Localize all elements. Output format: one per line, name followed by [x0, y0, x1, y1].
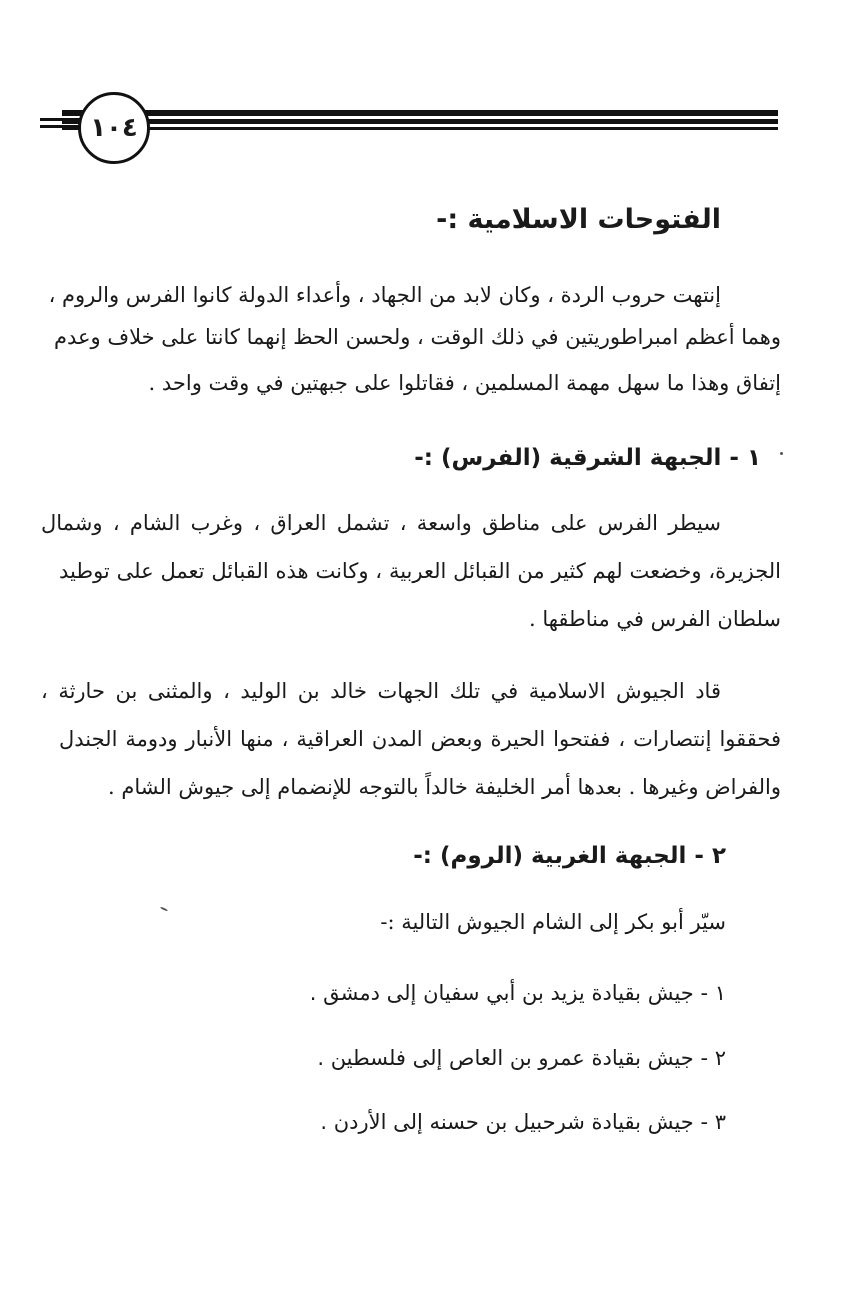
east-p2-line-1: قاد الجيوش الاسلامية في تلك الجهات خالد بن الوليد ، والمثنى بن حارثة ،	[41, 679, 721, 703]
header-rule-middle	[62, 119, 778, 124]
header-rule-bottom	[62, 127, 778, 130]
list-item: ٢ - جيش بقيادة عمرو بن العاص إلى فلسطين .	[317, 1046, 726, 1070]
header-rule-top	[62, 110, 778, 116]
page-number	[78, 92, 150, 164]
page-header	[0, 0, 851, 180]
intro-line-3: إتفاق وهذا ما سهل مهمة المسلمين ، فقاتلوا على جبهتين في وقت واحد .	[148, 371, 781, 395]
west-front-intro: سيّر أبو بكر إلى الشام الجيوش التالية :-	[380, 910, 726, 934]
page-number-text: ١٠٤	[90, 113, 138, 143]
west-front-heading-text: ٢ - الجبهة الغربية (الروم) :-	[413, 843, 726, 869]
section-title-text: الفتوحات الاسلامية :-	[436, 204, 721, 235]
intro-line-1: إنتهت حروب الردة ، وكان لابد من الجهاد ، وأعداء الدولة كانوا الفرس والروم ،	[48, 283, 721, 307]
section-title	[436, 200, 721, 240]
header-rule-left-tail-2	[40, 125, 80, 128]
east-p1-line-3: سلطان الفرس في مناطقها .	[529, 607, 781, 631]
intro-line-2: وهما أعظم امبراطوريتين في ذلك الوقت ، ولحسن الحظ إنهما كانتا على خلاف وعدم	[53, 325, 781, 349]
east-front-heading	[414, 440, 761, 476]
east-front-heading-text: ١ - الجبهة الشرقية (الفرس) :-	[414, 445, 761, 471]
list-item: ٣ - جيش بقيادة شرحبيل بن حسنه إلى الأردن .	[320, 1110, 726, 1134]
east-p1-line-2: الجزيرة، وخضعت لهم كثير من القبائل العربية ، وكانت هذه القبائل تعمل على توطيد	[59, 559, 781, 583]
list-item: ١ - جيش بقيادة يزيد بن أبي سفيان إلى دمشق .	[309, 981, 726, 1005]
east-p2-line-2: فحققوا إنتصارات ، ففتحوا الحيرة وبعض المدن العراقية ، منها الأنبار ودومة الجندل	[59, 727, 781, 751]
scan-speck	[160, 906, 168, 911]
east-p1-line-1: سيطر الفرس على مناطق واسعة ، تشمل العراق ، وغرب الشام ، وشمال	[41, 511, 721, 535]
scan-speck	[780, 452, 783, 455]
east-p2-line-3: والفراض وغيرها . بعدها أمر الخليفة خالداً بالتوجه للإنضمام إلى جيوش الشام .	[107, 775, 781, 799]
header-rule-left-tail	[40, 118, 80, 121]
west-front-heading	[413, 838, 726, 874]
